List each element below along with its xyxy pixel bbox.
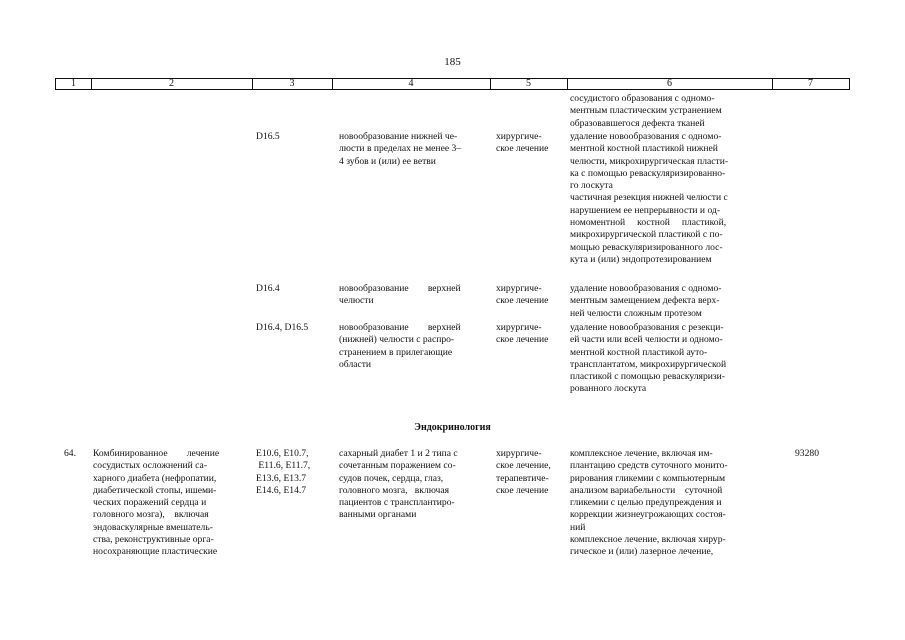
row-d164-d165-diagnosis: новообразование верхней (нижней) челюсти с распро- странением в прилегающие области: [339, 322, 461, 370]
row-d164-treatment: удаление новообразования с одномо- ментным замещением дефекта верх- ней челюсти сложным протезом: [570, 283, 722, 319]
row-d164-diagnosis: новообразование верхней челюсти: [339, 283, 461, 307]
row64-treatment: комплексное лечение, включая им- плантацию средств суточного монито- рирования гликемии с компьютерным анализом вариабельности суточной гликемии с целью предупреждения и коррекции жизнеугрожающих состоя- ний комплексное лечение, включая хирур- гическое и (или) лазерное лечение,: [570, 448, 728, 558]
row64-codes: E10.6, E10.7, E11.6, E11.7, E13.6, E13.7 E14.6, E14.7: [256, 448, 311, 496]
row64-number: 64.: [64, 448, 76, 459]
row64-diagnosis: сахарный диабет 1 и 2 типа с сочетанным поражением со- судов почек, сердца, глаз, головного мозга, включая пациентов с трансплантиро- ванными органами: [339, 448, 458, 521]
row-d164-code: D16.4: [256, 283, 280, 294]
header-col-2: 2: [169, 78, 174, 89]
row64-cost: 93280: [795, 448, 819, 459]
row-d164-d165-treatment: удаление новообразования с резекци- ей части или всей челюсти и одномо- ментной костной пластикой ауто- трансплантатом, микрохирургической пластикой с помощью реваскуляризи- рованного лоскута: [570, 322, 727, 395]
header-col-3: 3: [289, 78, 295, 89]
header-col-4: 4: [408, 78, 414, 89]
header-col-1: 1: [71, 78, 76, 89]
row64-type: хирургиче- ское лечение, терапевтиче- ское лечение: [496, 448, 551, 496]
section-title: Эндокринология: [414, 422, 491, 433]
row-d165-diagnosis: новообразование нижней че- люсти в пределах не менее 3– 4 зубов и (или) ее ветви: [339, 131, 462, 167]
row-d165-treatment: удаление новообразования с одномо- ментной костной пластикой нижней челюсти, микрохирургическая пласти- ка с помощью реваскуляризированно- го лоскута частичная резекция нижней челюсти с нарушением ее непрерывности и од- номоментной костной пластикой, микрохирургической пластикой с по- мощью реваскуляризированного лос- кута и (или) эндопротезированием: [570, 131, 729, 265]
page-number: 185: [444, 56, 461, 68]
row-d165-code: D16.5: [256, 131, 280, 142]
header-col-7: 7: [808, 78, 813, 89]
table-header: [55, 78, 850, 90]
header-col-6: 6: [667, 78, 672, 89]
header-col-5: 5: [526, 78, 531, 89]
row64-method: Комбинированное лечение сосудистых осложнений са- харного диабета (нефропатии, диабетической стопы, ишеми- ческих поражений сердца и головного мозга), включая эндоваскулярные вмешатель- ства, реконструктивные орга- носохраняющие пластические: [93, 448, 220, 558]
row-d164-d165-code: D16.4, D16.5: [256, 322, 309, 333]
row-d165-type: хирургиче- ское лечение: [496, 131, 549, 155]
row-d164-type: хирургиче- ское лечение: [496, 283, 549, 307]
row-d164-d165-type: хирургиче- ское лечение: [496, 322, 549, 346]
row-cont-treatment: сосудистого образования с одномо- ментным пластическим устранением образовавшегося дефекта тканей: [570, 93, 722, 129]
